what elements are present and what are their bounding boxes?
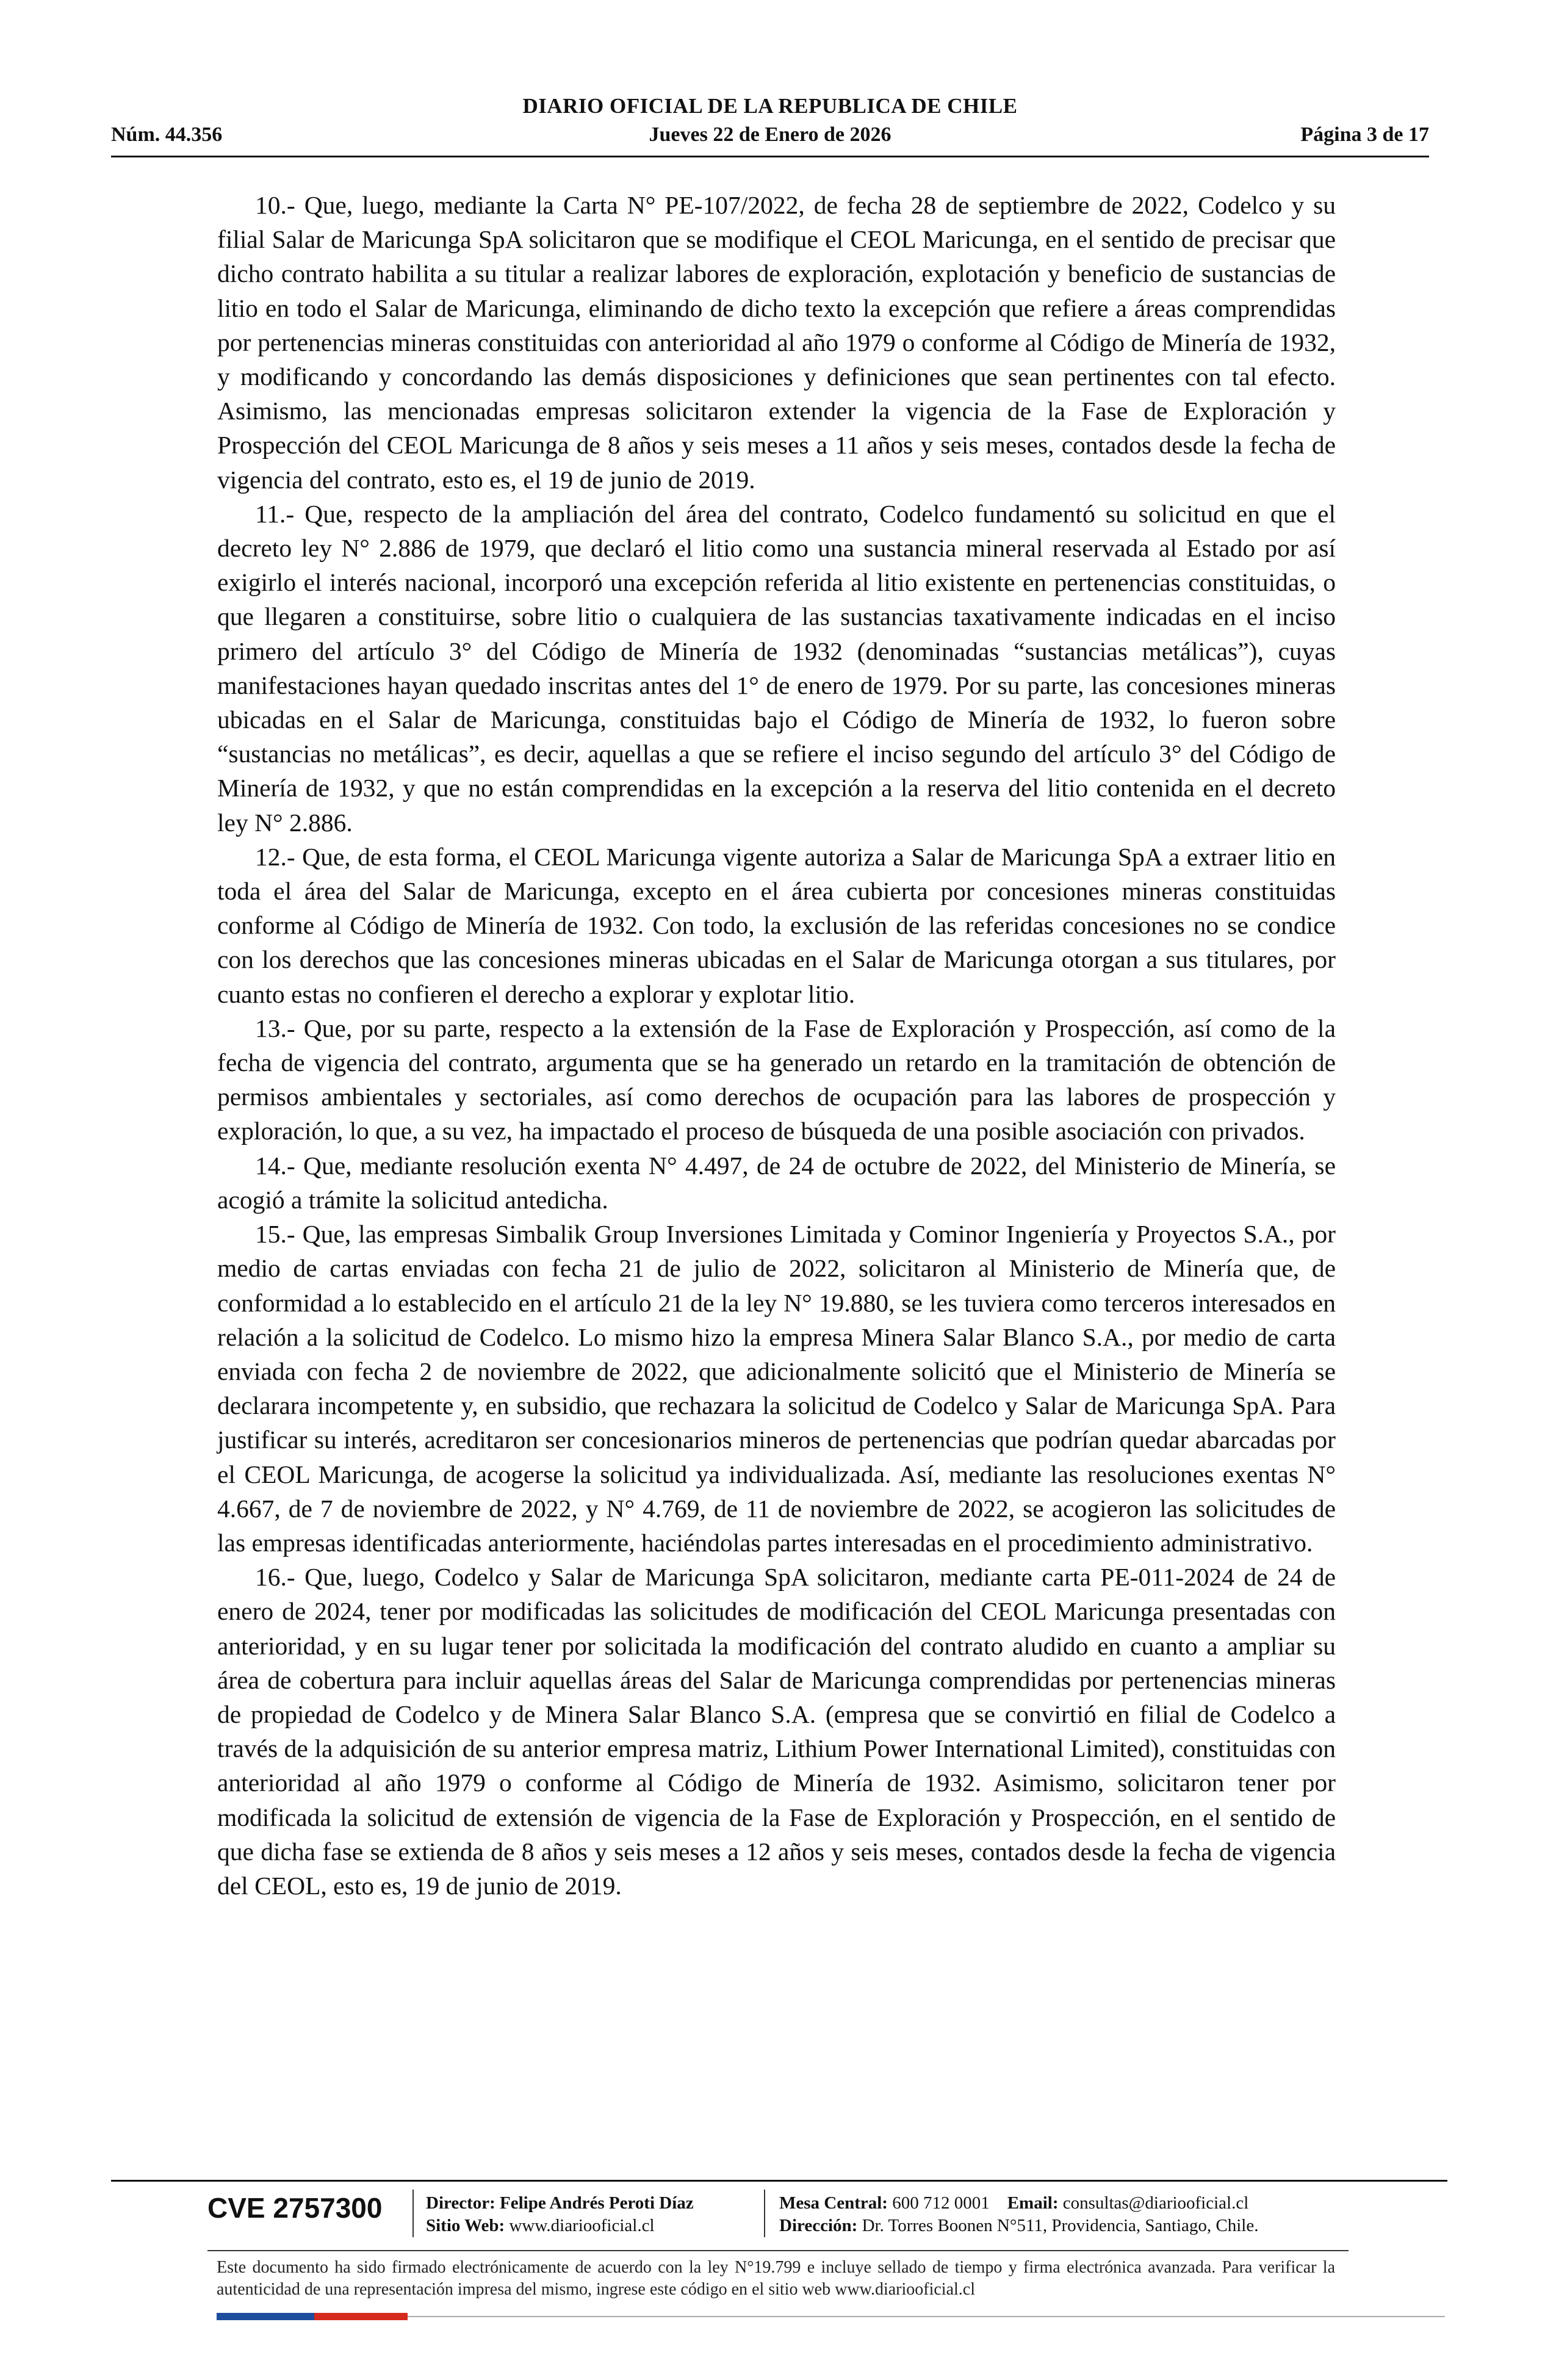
issue-number: Núm. 44.356	[111, 123, 223, 146]
footer-director-block	[426, 2192, 694, 2237]
footer-separator	[412, 2190, 414, 2237]
paragraph-10: 10.- Que, luego, mediante la Carta N° PE-107/2022, de fecha 28 de septiembre de 2022, Codelco y su filial Salar de Maricunga SpA solicitaron que se modifique el CEOL Maricunga, en el sentido de precisar que dicho contrato habilita a su titular a realizar labores de exploración, explotación y beneficio de sustancias de litio en todo el Salar de Maricunga, eliminando de dicho texto la excepción que refiere a áreas comprendidas por pertenencias mineras constituidas con anterioridad al año 1979 o conforme al Código de Minería de 1932, y modificando y concordando las demás disposiciones y definiciones que sean pertinentes con tal efecto. Asimismo, las mencionadas empresas solicitaron extender la vigencia de la Fase de Exploración y Prospección del CEOL Maricunga de 8 años y seis meses a 11 años y seis meses, contados desde la fecha de vigencia del contrato, esto es, el 19 de junio de 2019.	[217, 191, 1336, 494]
footer-divider	[111, 2180, 1447, 2182]
flag-bar-red	[314, 2313, 408, 2320]
page-number: Página 3 de 17	[1300, 123, 1429, 146]
newspaper-title: DIARIO OFICIAL DE LA REPUBLICA DE CHILE	[522, 94, 1018, 118]
site-link[interactable]: www.diariooficial.cl	[509, 2216, 655, 2235]
page-header	[111, 94, 1429, 155]
bottom-divider	[408, 2316, 1445, 2317]
phone-value: 600 712 0001	[892, 2193, 990, 2213]
email-link[interactable]: consultas@diariooficial.cl	[1062, 2193, 1249, 2213]
flag-bar-blue	[217, 2313, 314, 2320]
paragraph-14: 14.- Que, mediante resolución exenta N° 4.497, de 24 de octubre de 2022, del Ministerio de Minería, se acogió a trámite la solicitud antedicha.	[217, 1151, 1336, 1214]
paragraph-11: 11.- Que, respecto de la ampliación del área del contrato, Codelco fundamentó su solicitud en que el decreto ley N° 2.886 de 1979, que declaró el litio como una sustancia mineral reservada al Estado por así exigirlo el interés nacional, incorporó una excepción referida al litio existente en pertenencias constituidas, o que llegaren a constituirse, sobre litio o cualquiera de las sustancias taxativamente indicadas en el inciso primero del artículo 3° del Código de Minería de 1932 (denominadas “sustancias metálicas”), cuyas manifestaciones hayan quedado inscritas antes del 1° de enero de 1979. Por su parte, las concesiones mineras ubicadas en el Salar de Maricunga, constituidas bajo el Código de Minería de 1932, lo fueron sobre “sustancias no metálicas”, es decir, aquellas a que se refiere el inciso segundo del artículo 3° del Código de Minería de 1932, y que no están comprendidas en la excepción a la reserva del litio contenida en el decreto ley N° 2.886.	[217, 499, 1336, 837]
address-value: Dr. Torres Boonen N°511, Providencia, Santiago, Chile.	[862, 2216, 1259, 2235]
address-label: Dirección:	[779, 2216, 858, 2235]
phone-label: Mesa Central:	[779, 2193, 888, 2213]
footer-contact-block	[779, 2192, 1258, 2237]
director-name: Felipe Andrés Peroti Díaz	[500, 2193, 694, 2213]
issue-date: Jueves 22 de Enero de 2026	[649, 123, 891, 146]
paragraph-13: 13.- Que, por su parte, respecto a la extensión de la Fase de Exploración y Prospección, así como de la fecha de vigencia del contrato, argumenta que se ha generado un retardo en la tramitación de obtención de permisos ambientales y sectoriales, así como derechos de ocupación para las labores de prospección y exploración, lo que, a su vez, ha impactado el proceso de búsqueda de una posible asociación con privados.	[217, 1014, 1336, 1145]
legal-divider	[207, 2250, 1349, 2251]
paragraph-16: 16.- Que, luego, Codelco y Salar de Maricunga SpA solicitaron, mediante carta PE-011-2024 de 24 de enero de 2024, tener por modificadas las solicitudes de modificación del CEOL Maricunga presentadas con anterioridad, y en su lugar tener por solicitada la modificación del contrato aludido en cuanto a ampliar su área de cobertura para incluir aquellas áreas del Salar de Maricunga comprendidas por pertenencias mineras de propiedad de Codelco y de Minera Salar Blanco S.A. (empresa que se convirtió en filial de Codelco a través de la adquisición de su anterior empresa matriz, Lithium Power International Limited), constituidas con anterioridad al año 1979 o conforme al Código de Minería de 1932. Asimismo, solicitaron tener por modificada la solicitud de extensión de vigencia de la Fase de Exploración y Prospección, en el sentido de que dicha fase se extienda de 8 años y seis meses a 12 años y seis meses, contados desde la fecha de vigencia del CEOL, esto es, 19 de junio de 2019.	[217, 1563, 1336, 1900]
document-body	[217, 188, 1336, 1903]
email-label: Email:	[1007, 2193, 1059, 2213]
header-divider	[111, 156, 1429, 157]
paragraph-12: 12.- Que, de esta forma, el CEOL Maricunga vigente autoriza a Salar de Maricunga SpA a extraer litio en toda el área del Salar de Maricunga, excepto en el área cubierta por concesiones mineras constituidas conforme al Código de Minería de 1932. Con todo, la exclusión de las referidas concesiones no se condice con los derechos que las concesiones mineras ubicadas en el Salar de Maricunga otorgan a sus titulares, por cuanto estas no confieren el derecho a explorar y explotar litio.	[217, 842, 1336, 1008]
cve-code: CVE 2757300	[207, 2192, 383, 2224]
site-label: Sitio Web:	[426, 2216, 505, 2235]
director-label: Director:	[426, 2193, 495, 2213]
footer-separator	[764, 2190, 765, 2237]
paragraph-15: 15.- Que, las empresas Simbalik Group Inversiones Limitada y Cominor Ingeniería y Proyectos S.A., por medio de cartas enviadas con fecha 21 de julio de 2022, solicitaron al Ministerio de Minería que, de conformidad a lo establecido en el artículo 21 de la ley N° 19.880, se les tuviera como terceros interesados en relación a la solicitud de Codelco. Lo mismo hizo la empresa Minera Salar Blanco S.A., por medio de carta enviada con fecha 2 de noviembre de 2022, que adicionalmente solicitó que el Ministerio de Minería se declarara incompetente y, en subsidio, que rechazara la solicitud de Codelco y Salar de Maricunga SpA. Para justificar su interés, acreditaron ser concesionarios mineros de pertenencias que podrían quedar abarcadas por el CEOL Maricunga, de acogerse la solicitud ya individualizada. Así, mediante las resoluciones exentas N° 4.667, de 7 de noviembre de 2022, y N° 4.769, de 11 de noviembre de 2022, se acogieron las solicitudes de las empresas identificadas anteriormente, haciéndolas partes interesadas en el procedimiento administrativo.	[217, 1220, 1336, 1557]
legal-notice: Este documento ha sido firmado electrónicamente de acuerdo con la ley N°19.799 e incluye sellado de tiempo y firma electrónica avanzada. Para verificar la autenticidad de una representación impresa del mismo, ingrese este código en el sitio web www.diariooficial.cl	[217, 2258, 1335, 2299]
